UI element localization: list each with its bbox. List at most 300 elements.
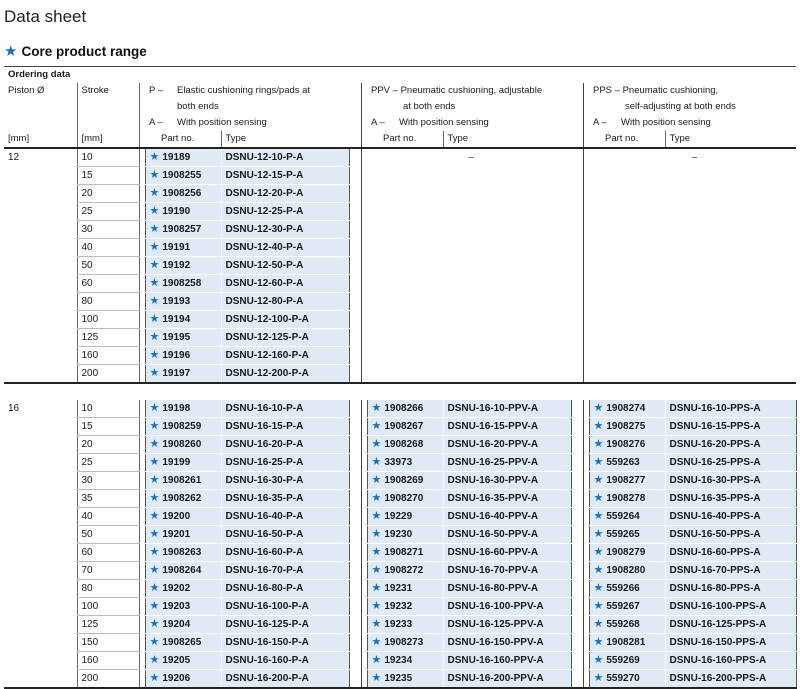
- type-code-ppv[interactable]: DSNU-16-70-PPV-A: [443, 562, 571, 580]
- part-number-pps[interactable]: ★ 1908280: [589, 562, 665, 580]
- stroke-value: 60: [77, 544, 139, 562]
- type-code-p[interactable]: DSNU-12-160-P-A: [221, 347, 349, 365]
- part-number-pps[interactable]: ★ 559263: [589, 454, 665, 472]
- type-code-ppv[interactable]: DSNU-16-25-PPV-A: [443, 454, 571, 472]
- table-row: [4, 454, 796, 472]
- table-row: [4, 652, 796, 670]
- stroke-unit: [mm]: [77, 131, 139, 148]
- table-row: [4, 490, 796, 508]
- stroke-value: 25: [77, 203, 139, 221]
- star-icon: ★: [371, 474, 382, 486]
- not-available-ppv: [367, 239, 571, 257]
- part-number-p[interactable]: ★ 19196: [145, 347, 221, 365]
- star-icon: ★: [149, 187, 160, 199]
- table-row: [4, 400, 796, 418]
- not-available-pps: [589, 185, 796, 203]
- piston-diameter: 16: [8, 402, 20, 414]
- not-available-pps: [589, 365, 796, 384]
- star-icon: ★: [149, 295, 160, 307]
- star-icon: ★: [593, 492, 604, 504]
- type-code-p[interactable]: DSNU-12-80-P-A: [221, 293, 349, 311]
- group-ppv-sensing: A – With position sensing: [367, 115, 583, 131]
- type-code-p[interactable]: DSNU-12-30-P-A: [221, 221, 349, 239]
- piston-diameter: [4, 508, 77, 526]
- part-number-ppv[interactable]: ★ 19231: [367, 580, 443, 598]
- part-number-ppv[interactable]: ★ 19235: [367, 670, 443, 689]
- type-code-pps[interactable]: DSNU-16-15-PPS-A: [665, 418, 796, 436]
- star-icon: ★: [371, 600, 382, 612]
- type-code-pps[interactable]: DSNU-16-20-PPS-A: [665, 436, 796, 454]
- col-part-no-ppv: Part no.: [367, 131, 443, 148]
- part-number-p[interactable]: ★ 1908265: [145, 634, 221, 652]
- type-code-pps[interactable]: DSNU-16-70-PPS-A: [665, 562, 796, 580]
- star-icon: ★: [149, 223, 160, 235]
- star-icon: ★: [593, 474, 604, 486]
- type-code-pps[interactable]: DSNU-16-50-PPS-A: [665, 526, 796, 544]
- piston-diameter: [4, 275, 77, 293]
- part-number-ppv[interactable]: ★ 19230: [367, 526, 443, 544]
- group-p-line1: P – Elastic cushioning rings/pads at: [145, 83, 349, 99]
- table-row: [4, 634, 796, 652]
- star-icon: ★: [149, 600, 160, 612]
- piston-diameter: [4, 670, 77, 689]
- type-code-ppv[interactable]: DSNU-16-60-PPV-A: [443, 544, 571, 562]
- piston-diameter: [4, 634, 77, 652]
- type-code-p[interactable]: DSNU-12-60-P-A: [221, 275, 349, 293]
- part-number-ppv[interactable]: ★ 1908267: [367, 418, 443, 436]
- type-code-p[interactable]: DSNU-16-160-P-A: [221, 652, 349, 670]
- piston-diameter: [4, 490, 77, 508]
- part-number-ppv[interactable]: ★ 1908273: [367, 634, 443, 652]
- col-type-p: Type: [221, 131, 349, 148]
- not-available-pps: [589, 347, 796, 365]
- stroke-value: 125: [77, 616, 139, 634]
- part-number-p[interactable]: ★ 1908259: [145, 418, 221, 436]
- not-available-ppv: [367, 275, 571, 293]
- star-icon: ★: [149, 367, 160, 379]
- type-code-p[interactable]: DSNU-12-20-P-A: [221, 185, 349, 203]
- type-code-ppv[interactable]: DSNU-16-160-PPV-A: [443, 652, 571, 670]
- not-available-ppv: [367, 347, 571, 365]
- part-number-ppv[interactable]: ★ 1908269: [367, 472, 443, 490]
- piston-diameter: [4, 616, 77, 634]
- star-icon: ★: [149, 492, 160, 504]
- star-icon: ★: [593, 510, 604, 522]
- section-heading: [4, 42, 147, 60]
- star-icon: ★: [371, 618, 382, 630]
- table-row: [4, 185, 796, 203]
- star-icon: ★: [149, 474, 160, 486]
- stroke-value: 35: [77, 490, 139, 508]
- table-row: [4, 167, 796, 185]
- part-number-ppv[interactable]: ★ 33973: [367, 454, 443, 472]
- not-available-ppv: [367, 293, 571, 311]
- star-icon: ★: [593, 420, 604, 432]
- part-number-ppv[interactable]: ★ 19232: [367, 598, 443, 616]
- part-number-p[interactable]: ★ 19204: [145, 616, 221, 634]
- part-number-p[interactable]: ★ 19193: [145, 293, 221, 311]
- piston-diameter: [4, 436, 77, 454]
- group-p-line2: both ends: [145, 99, 349, 115]
- type-code-ppv[interactable]: DSNU-16-80-PPV-A: [443, 580, 571, 598]
- not-available-ppv: [367, 221, 571, 239]
- star-icon: ★: [149, 618, 160, 630]
- not-available-pps: [589, 257, 796, 275]
- part-number-pps[interactable]: ★ 1908276: [589, 436, 665, 454]
- star-icon: ★: [149, 313, 160, 325]
- stroke-value: 60: [77, 275, 139, 293]
- star-icon: ★: [593, 456, 604, 468]
- type-code-p[interactable]: DSNU-16-15-P-A: [221, 418, 349, 436]
- stroke-value: 200: [77, 365, 139, 384]
- type-code-ppv[interactable]: DSNU-16-50-PPV-A: [443, 526, 571, 544]
- part-number-p[interactable]: ★ 1908261: [145, 472, 221, 490]
- part-number-ppv[interactable]: ★ 19229: [367, 508, 443, 526]
- stroke-value: 50: [77, 257, 139, 275]
- part-number-ppv[interactable]: ★ 1908270: [367, 490, 443, 508]
- not-available-pps: [589, 329, 796, 347]
- part-number-p[interactable]: ★ 19190: [145, 203, 221, 221]
- stroke-value: 160: [77, 652, 139, 670]
- piston-diameter: [4, 257, 77, 275]
- star-icon: ★: [371, 456, 382, 468]
- col-part-no-p: Part no.: [145, 131, 221, 148]
- part-number-p[interactable]: ★ 1908256: [145, 185, 221, 203]
- type-code-p[interactable]: DSNU-16-150-P-A: [221, 634, 349, 652]
- stroke-label: Stroke: [77, 83, 139, 99]
- star-icon: ★: [149, 654, 160, 666]
- piston-diameter: [4, 293, 77, 311]
- part-number-p[interactable]: ★ 19197: [145, 365, 221, 384]
- piston-diameter: [4, 239, 77, 257]
- table-row: [4, 257, 796, 275]
- table-row: [4, 508, 796, 526]
- type-code-p[interactable]: DSNU-16-35-P-A: [221, 490, 349, 508]
- table-row: [4, 436, 796, 454]
- part-number-p[interactable]: ★ 1908264: [145, 562, 221, 580]
- part-number-ppv[interactable]: ★ 1908268: [367, 436, 443, 454]
- not-available-pps: [589, 275, 796, 293]
- part-number-ppv[interactable]: ★ 19234: [367, 652, 443, 670]
- piston-diameter: [4, 472, 77, 490]
- not-available-pps: [589, 239, 796, 257]
- group-pps-line2: self-adjusting at both ends: [589, 99, 796, 115]
- type-code-p[interactable]: DSNU-16-20-P-A: [221, 436, 349, 454]
- star-icon: ★: [371, 438, 382, 450]
- piston-diameter: [4, 347, 77, 365]
- header-row-3: [4, 99, 796, 115]
- type-code-p[interactable]: DSNU-16-50-P-A: [221, 526, 349, 544]
- part-number-p[interactable]: ★ 19206: [145, 670, 221, 689]
- stroke-value: 20: [77, 185, 139, 203]
- star-icon: ★: [149, 331, 160, 343]
- piston-unit: [mm]: [4, 131, 77, 148]
- type-code-ppv[interactable]: DSNU-16-40-PPV-A: [443, 508, 571, 526]
- part-number-pps[interactable]: ★ 1908277: [589, 472, 665, 490]
- part-number-pps[interactable]: ★ 559268: [589, 616, 665, 634]
- star-icon: ★: [593, 600, 604, 612]
- type-code-ppv[interactable]: DSNU-16-35-PPV-A: [443, 490, 571, 508]
- piston-diameter: [4, 580, 77, 598]
- part-number-p[interactable]: ★ 1908257: [145, 221, 221, 239]
- star-icon: ★: [371, 546, 382, 558]
- star-icon: ★: [593, 546, 604, 558]
- type-code-pps[interactable]: DSNU-16-60-PPS-A: [665, 544, 796, 562]
- ordering-data-label: Ordering data: [4, 67, 796, 84]
- table-row: [4, 562, 796, 580]
- type-code-p[interactable]: DSNU-12-100-P-A: [221, 311, 349, 329]
- part-number-p[interactable]: ★ 19199: [145, 454, 221, 472]
- star-icon: ★: [149, 151, 160, 163]
- type-code-p[interactable]: DSNU-12-200-P-A: [221, 365, 349, 384]
- part-number-p[interactable]: ★ 19194: [145, 311, 221, 329]
- part-number-ppv[interactable]: ★ 1908272: [367, 562, 443, 580]
- type-code-p[interactable]: DSNU-16-70-P-A: [221, 562, 349, 580]
- type-code-p[interactable]: DSNU-16-10-P-A: [221, 400, 349, 418]
- table-row: [4, 580, 796, 598]
- type-code-p[interactable]: DSNU-12-50-P-A: [221, 257, 349, 275]
- type-code-p[interactable]: DSNU-16-200-P-A: [221, 670, 349, 689]
- part-number-pps[interactable]: ★ 559265: [589, 526, 665, 544]
- type-code-pps[interactable]: DSNU-16-80-PPS-A: [665, 580, 796, 598]
- part-number-p[interactable]: ★ 1908258: [145, 275, 221, 293]
- table-row: [4, 670, 796, 689]
- type-code-p[interactable]: DSNU-16-100-P-A: [221, 598, 349, 616]
- star-icon: ★: [149, 277, 160, 289]
- type-code-p[interactable]: DSNU-16-60-P-A: [221, 544, 349, 562]
- part-number-p[interactable]: ★ 19195: [145, 329, 221, 347]
- type-code-ppv[interactable]: DSNU-16-20-PPV-A: [443, 436, 571, 454]
- piston-diameter: [4, 329, 77, 347]
- not-available-ppv: –: [468, 151, 474, 163]
- stroke-value: 160: [77, 347, 139, 365]
- part-number-p[interactable]: ★ 19191: [145, 239, 221, 257]
- part-number-pps[interactable]: ★ 1908274: [589, 400, 665, 418]
- table-row: [4, 544, 796, 562]
- star-icon: ★: [371, 402, 382, 414]
- type-code-p[interactable]: DSNU-12-25-P-A: [221, 203, 349, 221]
- type-code-p[interactable]: DSNU-16-125-P-A: [221, 616, 349, 634]
- part-number-p[interactable]: ★ 1908255: [145, 167, 221, 185]
- group-pps-line1: PPS – Pneumatic cushioning,: [589, 83, 796, 99]
- piston-diameter: [4, 221, 77, 239]
- part-number-p[interactable]: ★ 1908263: [145, 544, 221, 562]
- group-ppv-line1: PPV – Pneumatic cushioning, adjustable: [367, 83, 583, 99]
- type-code-ppv[interactable]: DSNU-16-15-PPV-A: [443, 418, 571, 436]
- stroke-value: 200: [77, 670, 139, 689]
- stroke-value: 15: [77, 167, 139, 185]
- table-row: [4, 293, 796, 311]
- piston-diameter: [4, 652, 77, 670]
- type-code-p[interactable]: DSNU-16-30-P-A: [221, 472, 349, 490]
- type-code-pps[interactable]: DSNU-16-100-PPS-A: [665, 598, 796, 616]
- star-icon: ★: [149, 672, 160, 684]
- not-available-ppv: [367, 365, 571, 384]
- type-code-p[interactable]: DSNU-12-10-P-A: [221, 148, 349, 167]
- star-icon: ★: [149, 402, 160, 414]
- part-number-p[interactable]: ★ 1908260: [145, 436, 221, 454]
- not-available-pps: [589, 221, 796, 239]
- type-code-pps[interactable]: DSNU-16-35-PPS-A: [665, 490, 796, 508]
- type-code-pps[interactable]: DSNU-16-150-PPS-A: [665, 634, 796, 652]
- section-title: Core product range: [21, 44, 147, 59]
- star-icon: ★: [593, 528, 604, 540]
- stroke-value: 70: [77, 562, 139, 580]
- table-row: [4, 329, 796, 347]
- type-code-pps[interactable]: DSNU-16-10-PPS-A: [665, 400, 796, 418]
- part-number-p[interactable]: ★ 19198: [145, 400, 221, 418]
- stroke-value: 40: [77, 239, 139, 257]
- col-part-no-pps: Part no.: [589, 131, 665, 148]
- not-available-pps: [589, 203, 796, 221]
- part-number-pps[interactable]: ★ 1908275: [589, 418, 665, 436]
- piston-diameter: [4, 454, 77, 472]
- star-icon: ★: [149, 259, 160, 271]
- type-code-p[interactable]: DSNU-12-40-P-A: [221, 239, 349, 257]
- part-number-p[interactable]: ★ 1908262: [145, 490, 221, 508]
- table-row: [4, 418, 796, 436]
- stroke-value: 80: [77, 293, 139, 311]
- type-code-p[interactable]: DSNU-16-25-P-A: [221, 454, 349, 472]
- type-code-p[interactable]: DSNU-12-15-P-A: [221, 167, 349, 185]
- stroke-value: 10: [77, 148, 139, 167]
- not-available-pps: [589, 293, 796, 311]
- piston-label: Piston Ø: [4, 83, 77, 99]
- table-row: [4, 148, 796, 167]
- type-code-pps[interactable]: DSNU-16-200-PPS-A: [665, 670, 796, 689]
- type-code-pps[interactable]: DSNU-16-125-PPS-A: [665, 616, 796, 634]
- star-icon: ★: [149, 636, 160, 648]
- type-code-ppv[interactable]: DSNU-16-125-PPV-A: [443, 616, 571, 634]
- part-number-p[interactable]: ★ 19201: [145, 526, 221, 544]
- stroke-value: 100: [77, 598, 139, 616]
- part-number-pps[interactable]: ★ 559269: [589, 652, 665, 670]
- part-number-pps[interactable]: ★ 559267: [589, 598, 665, 616]
- type-code-ppv[interactable]: DSNU-16-30-PPV-A: [443, 472, 571, 490]
- part-number-pps[interactable]: ★ 1908278: [589, 490, 665, 508]
- piston-diameter: [4, 185, 77, 203]
- part-number-pps[interactable]: ★ 559264: [589, 508, 665, 526]
- type-code-ppv[interactable]: DSNU-16-10-PPV-A: [443, 400, 571, 418]
- table-row: [4, 221, 796, 239]
- group-pps-sensing: A – With position sensing: [589, 115, 796, 131]
- star-icon: ★: [371, 672, 382, 684]
- stroke-value: 30: [77, 221, 139, 239]
- star-icon: ★: [149, 456, 160, 468]
- piston-diameter: [4, 526, 77, 544]
- piston-diameter: [4, 311, 77, 329]
- piston-diameter: [4, 598, 77, 616]
- type-code-pps[interactable]: DSNU-16-25-PPS-A: [665, 454, 796, 472]
- star-icon: ★: [149, 528, 160, 540]
- part-number-p[interactable]: ★ 19192: [145, 257, 221, 275]
- group-p-sensing: A – With position sensing: [145, 115, 349, 131]
- part-number-pps[interactable]: ★ 559266: [589, 580, 665, 598]
- part-number-p[interactable]: ★ 19202: [145, 580, 221, 598]
- stroke-value: 20: [77, 436, 139, 454]
- star-icon: ★: [371, 564, 382, 576]
- type-code-pps[interactable]: DSNU-16-40-PPS-A: [665, 508, 796, 526]
- type-code-p[interactable]: DSNU-16-80-P-A: [221, 580, 349, 598]
- stroke-value: 40: [77, 508, 139, 526]
- star-icon: ★: [149, 169, 160, 181]
- star-icon: ★: [371, 582, 382, 594]
- type-code-p[interactable]: DSNU-16-40-P-A: [221, 508, 349, 526]
- ordering-data-table: [4, 66, 797, 689]
- type-code-p[interactable]: DSNU-12-125-P-A: [221, 329, 349, 347]
- col-type-ppv: Type: [443, 131, 571, 148]
- star-icon: ★: [149, 546, 160, 558]
- star-icon: ★: [593, 672, 604, 684]
- table-row: [4, 526, 796, 544]
- piston-diameter: [4, 562, 77, 580]
- part-number-p[interactable]: ★ 19205: [145, 652, 221, 670]
- header-row-2: [4, 83, 796, 99]
- table-row: [4, 598, 796, 616]
- part-number-ppv[interactable]: ★ 1908266: [367, 400, 443, 418]
- star-icon: ★: [371, 492, 382, 504]
- table-row: [4, 365, 796, 384]
- stroke-value: 125: [77, 329, 139, 347]
- group-ppv-line2: at both ends: [367, 99, 583, 115]
- star-icon: ★: [149, 420, 160, 432]
- star-icon: ★: [371, 528, 382, 540]
- piston-diameter: [4, 167, 77, 185]
- piston-diameter: [4, 544, 77, 562]
- type-code-pps[interactable]: DSNU-16-30-PPS-A: [665, 472, 796, 490]
- not-available-pps: –: [691, 151, 698, 163]
- page-title: Data sheet: [4, 7, 87, 26]
- not-available-ppv: [367, 257, 571, 275]
- type-code-ppv[interactable]: DSNU-16-100-PPV-A: [443, 598, 571, 616]
- header-row-1: [4, 67, 796, 84]
- piston-diameter: [4, 203, 77, 221]
- part-number-p[interactable]: ★ 19189: [145, 148, 221, 167]
- not-available-ppv: [367, 203, 571, 221]
- part-number-pps[interactable]: ★ 559270: [589, 670, 665, 689]
- table-row: [4, 239, 796, 257]
- type-code-pps[interactable]: DSNU-16-160-PPS-A: [665, 652, 796, 670]
- part-number-p[interactable]: ★ 19203: [145, 598, 221, 616]
- star-icon: ★: [149, 510, 160, 522]
- stroke-value: 10: [77, 400, 139, 418]
- star-icon: ★: [371, 636, 382, 648]
- header-row-4: [4, 115, 796, 131]
- table-row: [4, 311, 796, 329]
- star-icon: ★: [593, 618, 604, 630]
- star-icon: ★: [371, 510, 382, 522]
- table-row: [4, 616, 796, 634]
- stroke-value: 80: [77, 580, 139, 598]
- star-icon: ★: [149, 241, 160, 253]
- part-number-pps[interactable]: ★ 1908279: [589, 544, 665, 562]
- type-code-ppv[interactable]: DSNU-16-150-PPV-A: [443, 634, 571, 652]
- part-number-pps[interactable]: ★ 1908281: [589, 634, 665, 652]
- star-icon: ★: [149, 564, 160, 576]
- col-type-pps: Type: [665, 131, 796, 148]
- not-available-ppv: [367, 185, 571, 203]
- stroke-value: 15: [77, 418, 139, 436]
- type-code-ppv[interactable]: DSNU-16-200-PPV-A: [443, 670, 571, 689]
- table-row: [4, 347, 796, 365]
- star-icon: ★: [593, 438, 604, 450]
- part-number-ppv[interactable]: ★ 1908271: [367, 544, 443, 562]
- star-icon: ★: [593, 636, 604, 648]
- part-number-ppv[interactable]: ★ 19233: [367, 616, 443, 634]
- header-row-5: [4, 131, 796, 148]
- star-icon: ★: [4, 43, 18, 60]
- part-number-p[interactable]: ★ 19200: [145, 508, 221, 526]
